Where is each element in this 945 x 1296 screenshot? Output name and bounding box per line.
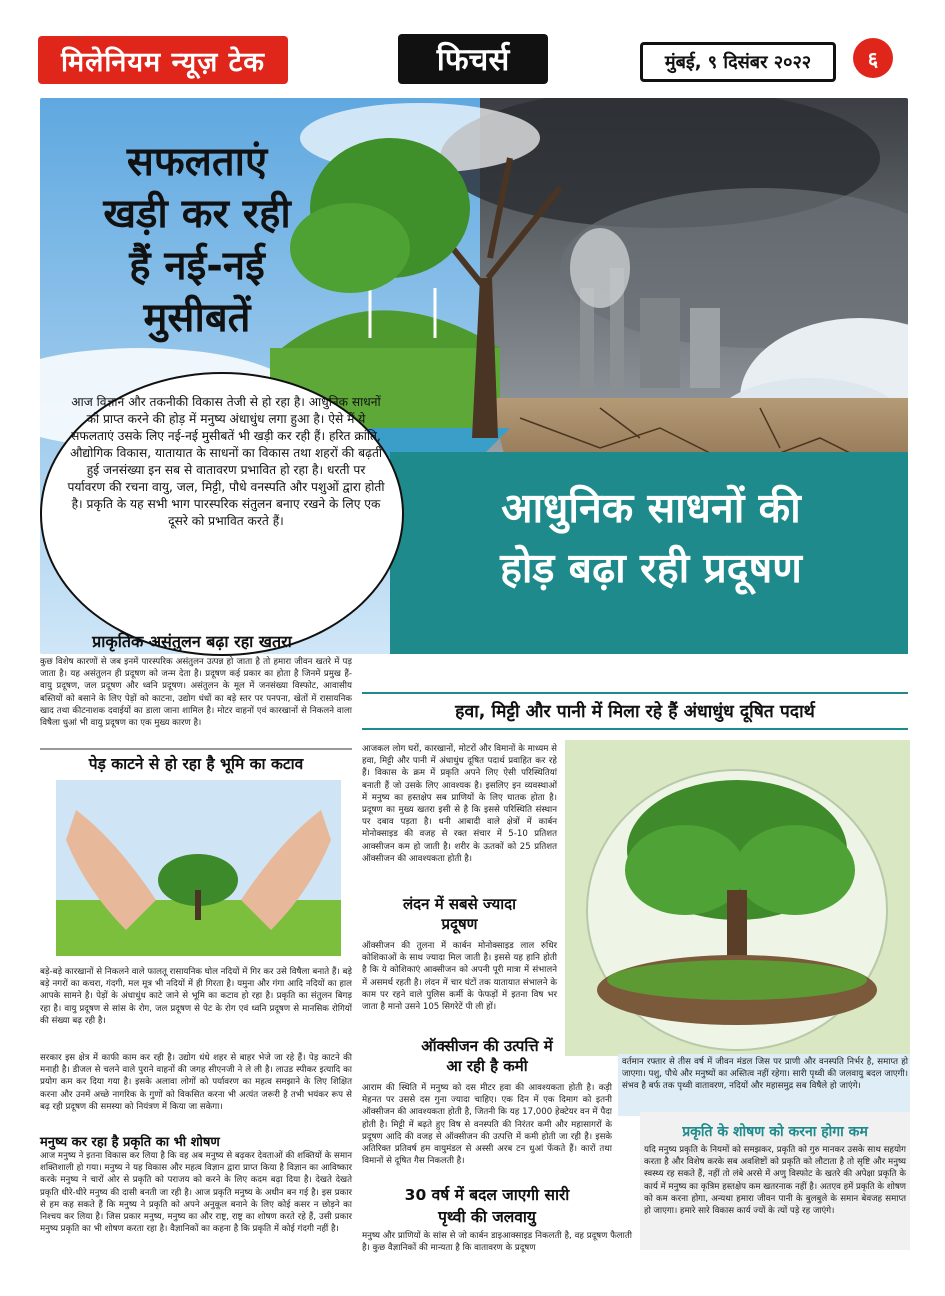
subheading-climate: [362, 1184, 612, 1228]
subheading-oxygen-line: आ रही है कमी: [446, 1057, 528, 1075]
section-headline: हवा, मिट्टी और पानी में मिला रहे हैं अंधाधुंध दूषित पदार्थ: [362, 692, 908, 730]
image-caption: वर्तमान रफ्तार से तीस वर्ष में जीवन मंडल जिस पर प्राणी और वनस्पति निर्भर है, समाप्त हो जाएगा। पशु, पौधे और मनुष्यों का अस्तित्व नहीं रहेगा। सारी पृथ्वी की जलवायु बदल जाएगी। संभव है बर्फ तक पृथ्वी वातावरण, नदियों और महासमुद्र सब विषैले हो जाएंगे।: [622, 1057, 908, 1092]
page-number-badge: ६: [853, 38, 893, 78]
article-paragraph: ऑक्सीजन की तुलना में कार्बन मोनोक्साइड लाल रुधिर कोशिकाओं के साथ ज्यादा मिल जाती है। इससे यह हानि होती है कि ये कोशिकाएं आक्सीजन को अपनी पूरी मात्रा में संभालने में असमर्थ रहती है। लंदन में चार घंटों तक यातायात संभालने के काम पर रहने वाले पुलिस कर्मी के फेफड़ों में इतना विष भर जाता है मानो उसने 105 सिगरेटें पी ली हों।: [362, 941, 557, 1013]
article-paragraph: मनुष्य और प्राणियों के सांस से जो कार्बन डाइआक्साइड निकलती है, वह प्रदूषण फैलाती है। कुछ वैज्ञानिकों की मान्यता है कि वातावरण के प्रदूषण: [362, 1231, 632, 1254]
subheading-exploitation: मनुष्य कर रहा है प्रकृति का भी शोषण: [40, 1135, 220, 1150]
issue-date: मुंबई, ९ दिसंबर २०२२: [640, 42, 836, 82]
hero-headline: [52, 136, 342, 344]
paper-name: मिलेनियम न्यूज़ टेक: [38, 36, 288, 84]
subheading-erosion: पेड़ काटने से हो रहा है भूमि का कटाव: [88, 755, 304, 773]
subheading-london-line: प्रदूषण: [441, 915, 478, 933]
subheading-imbalance: प्राकृतिक असंतुलन बढ़ा रहा खतरा: [92, 632, 292, 651]
article-paragraph: आजकल लोग घरों, कारखानों, मोटरों और विमानों के माध्यम से हवा, मिट्टी और पानी में अंधाधुंध दूषित पदार्थ प्रवाहित कर रहे हैं। विकास के क्रम में प्रकृति अपने लिए ऐसी परिस्थितियां बनाती हैं जो उसके लिए आवश्यक है। इसलिए इन व्यवस्थाओं में मनुष्य का हस्तक्षेप सब प्राणियों के लिए घातक होता है। प्रदूषण का मुख्य खतरा इसी से है कि इससे परिस्थिति संस्थान पर दबाव पड़ता है। धनी आबादी वाले क्षेत्रों में कार्बन मोनोक्साइड की वजह से रक्त संचार में 5-10 प्रतिशत आक्सीजन कम हो जाती है। शरीर के ऊतकों को 25 प्रतिशत ऑक्सीजन की आवश्यकता होती है।: [362, 744, 557, 864]
tree-in-bulb-image: [565, 740, 910, 1056]
subheading-oxygen: [362, 1036, 612, 1076]
section-title: फिचर्स: [398, 34, 548, 84]
article-paragraph: आराम की स्थिति में मनुष्य को दस मीटर हवा की आवश्यकता होती है। कड़ी मेहनत पर उससे दस गुना ज्यादा चाहिए। एक दिन में एक दिमाग को इतनी ऑक्सीजन की आवश्यकता होती है, जितनी कि यह 17,000 हेक्टेयर वन में पैदा होती है। मिट्टी में बढ़ते हुए विष से वनस्पति की निरंतर कमी और महासागरों के प्रदूषण आदि की वजह से ऑक्सीजन की उत्पत्ति में कमी होती जा रही है। इसके अतिरिक्त प्रतिवर्ष हम वायुमंडल से अस्सी अरब टन धुआं फेंकते हैं। कारों तथा विमानों से दूषित गैस निकलती है।: [362, 1083, 612, 1167]
article-paragraph: बड़े-बड़े कारखानों से निकलने वाले फालतू रासायनिक घोल नदियों में गिर कर उसे विषैला बनाते हैं। बड़े बड़े नगरों का कचरा, गंदगी, मल मूत्र भी नदियों में ही गिरता है। यमुना और गंगा आदि नदियों का हाल आपके सामने है। पेड़ों के अंधाधुंध काटे जाने से भूमि का कटाव हो रहा है। प्रकृति का संतुलन बिगड़ रहा है। वायु प्रदूषण से सांस के रोग, जल प्रदूषण से पेट के रोग एवं ध्वनि प्रदूषण से मानसिक रोगियों की संख्या बढ़ रही है।: [40, 967, 352, 1026]
article-paragraph: यदि मनुष्य प्रकृति के नियमों को समझकर, प्रकृति को गुरु मानकर उसके साथ सहयोग करता है और विशेष करके सब अवशिष्टों को प्रकृति को लौटाता है तो सृष्टि और मनुष्य स्वस्थ्य रह सकते हैं, नहीं तो लंबे अरसे में अणु विस्फोट के खतरे की अपेक्षा प्रकृति के कार्य में मनुष्य का कृत्रिम हस्तक्षेप कम खतरनाक नहीं है। अतएव हमें प्रकृति के शोषण को कम करना होगा, अन्यथा हमारा जीवन पानी के बुलबुले के समान बेवजह समाप्त हो जाएगा। हमारे सारे विकास कार्य ज्यों के त्यों पड़े रह जाएंगे।: [644, 1145, 906, 1217]
article-paragraph: सरकार इस क्षेत्र में काफी काम कर रही है। उद्योग धंधे शहर से बाहर भेजे जा रहे हैं। पेड़ काटने की मनाही है। डीजल से चलने वाले पुराने वाहनों की जगह सीएनजी ने ले ली है। लाउड स्पीकर इत्यादि का प्रयोग कम कर दिया गया है। इसके अलावा लोगों को पर्यावरण का महत्व समझाने के लिए शिक्षित करना और उनमें अच्छे नागरिक के गुणों को विकसित करना भी अत्यंत जरूरी है तभी भयंकर रूप से बढ़ रही प्रदूषण की समस्या को नियंत्रण में किया जा सकेगा।: [40, 1053, 352, 1112]
subheading-climate-line: पृथ्वी की जलवायु: [438, 1208, 536, 1226]
subheading-london-line: लंदन में सबसे ज्यादा: [403, 895, 516, 913]
hands-tree-image: [56, 780, 341, 956]
main-headline-line: आधुनिक साधनों की: [501, 484, 801, 532]
hero-headline-line: हैं नई-नई: [129, 243, 265, 289]
subheading-climate-line: 30 वर्ष में बदल जाएगी सारी: [404, 1186, 570, 1204]
main-headline: [398, 478, 904, 598]
intro-text: आज विज्ञान और तकनीकी विकास तेजी से हो रहा है। आधुनिक साधनों को प्राप्त करने की होड़ में मनुष्य अंधाधुंध लगा हुआ है। ऐसे में ये सफलताएं उसके लिए नई-नई मुसीबतें भी खड़ी कर रही हैं। हरित क्रांति, औद्योगिक विकास, यातायात के साधनों का विकास तथा शहरों की बढ़ती हुई जनसंख्या इन सब से वातावरण प्रभावित हो रहा है। धरती पर पर्यावरण की रचना वायु, जल, मिट्टी, पौधे वनस्पति और पशुओं द्वारा होती है। प्रकृति के यह सभी भाग पारस्परिक संतुलन बनाए रखने के लिए एक दूसरे को प्रभावित करते हैं।: [67, 395, 385, 528]
hero-headline-line: खड़ी कर रही: [103, 191, 291, 237]
article-paragraph: कुछ विशेष कारणों से जब इनमें पारस्परिक असंतुलन उत्पन्न हो जाता है तो हमारा जीवन खतरे में पड़ जाता है। यह असंतुलन ही प्रदूषण को जन्म देता है। प्रदूषण कई प्रकार का होता है जिनमें प्रमुख हैं- वायु प्रदूषण, जल प्रदूषण और ध्वनि प्रदूषण। असंतुलन के मूल में जनसंख्या विस्फोट, आवासीय बस्तियों को बसाने के लिए पेड़ों को काटना, उद्योग धंधों का बड़े स्तर पर पनपना, खेतों में रासायनिक खाद तथा कीटनाशक दवाईयों का डाला जाना शामिल है। मोटर वाहनों एवं कारखानों से निकलने वाला विषैला धुआं भी वायु प्रदूषण का एक मुख्य कारण है।: [40, 657, 352, 729]
hero-headline-line: मुसीबतें: [143, 295, 251, 341]
subheading-oxygen-line: ऑक्सीजन की उत्पत्ति में: [421, 1037, 553, 1055]
article-paragraph: आज मनुष्य ने इतना विकास कर लिया है कि वह अब मनुष्य से बढ़कर देवताओं की शक्तियों के समान शक्तिशाली हो गया। मनुष्य ने यह विकास और महत्व विज्ञान द्वारा प्राप्त किया है विज्ञान का आविष्कार करके मनुष्य ने चारों ओर से प्रकृति को पराजय को करने के लिए कदम बढ़ा दिया है। देखते देखते प्रकृति धीरे-धीरे मनुष्य की दासी बनती जा रही है। आज प्रकृति मनुष्य के अधीन बन गई है। इस प्रकार से हम कह सकते हैं कि मनुष्य ने प्रकृति को अपने अनुकूल बनाने के लिए कोई कसर न छोड़ने का निश्चय कर लिया है। जिस प्रकार मनुष्य, मनुष्य का और राष्ट्र, राष्ट्र का शोषण करते रहे हैं, उसी प्रकार मनुष्य प्रकृति का भी शोषण करता रहा है। वैज्ञानिकों का कहना है कि प्रकृति में कोई गंदगी नहीं है।: [40, 1151, 352, 1235]
hero-headline-line: सफलताएं: [126, 139, 268, 185]
subheading-london: [362, 894, 557, 934]
divider: [40, 748, 352, 750]
main-headline-line: होड़ बढ़ा रही प्रदूषण: [500, 544, 802, 592]
subheading-reduce-exploitation: प्रकृति के शोषण को करना होगा कम: [682, 1124, 868, 1140]
